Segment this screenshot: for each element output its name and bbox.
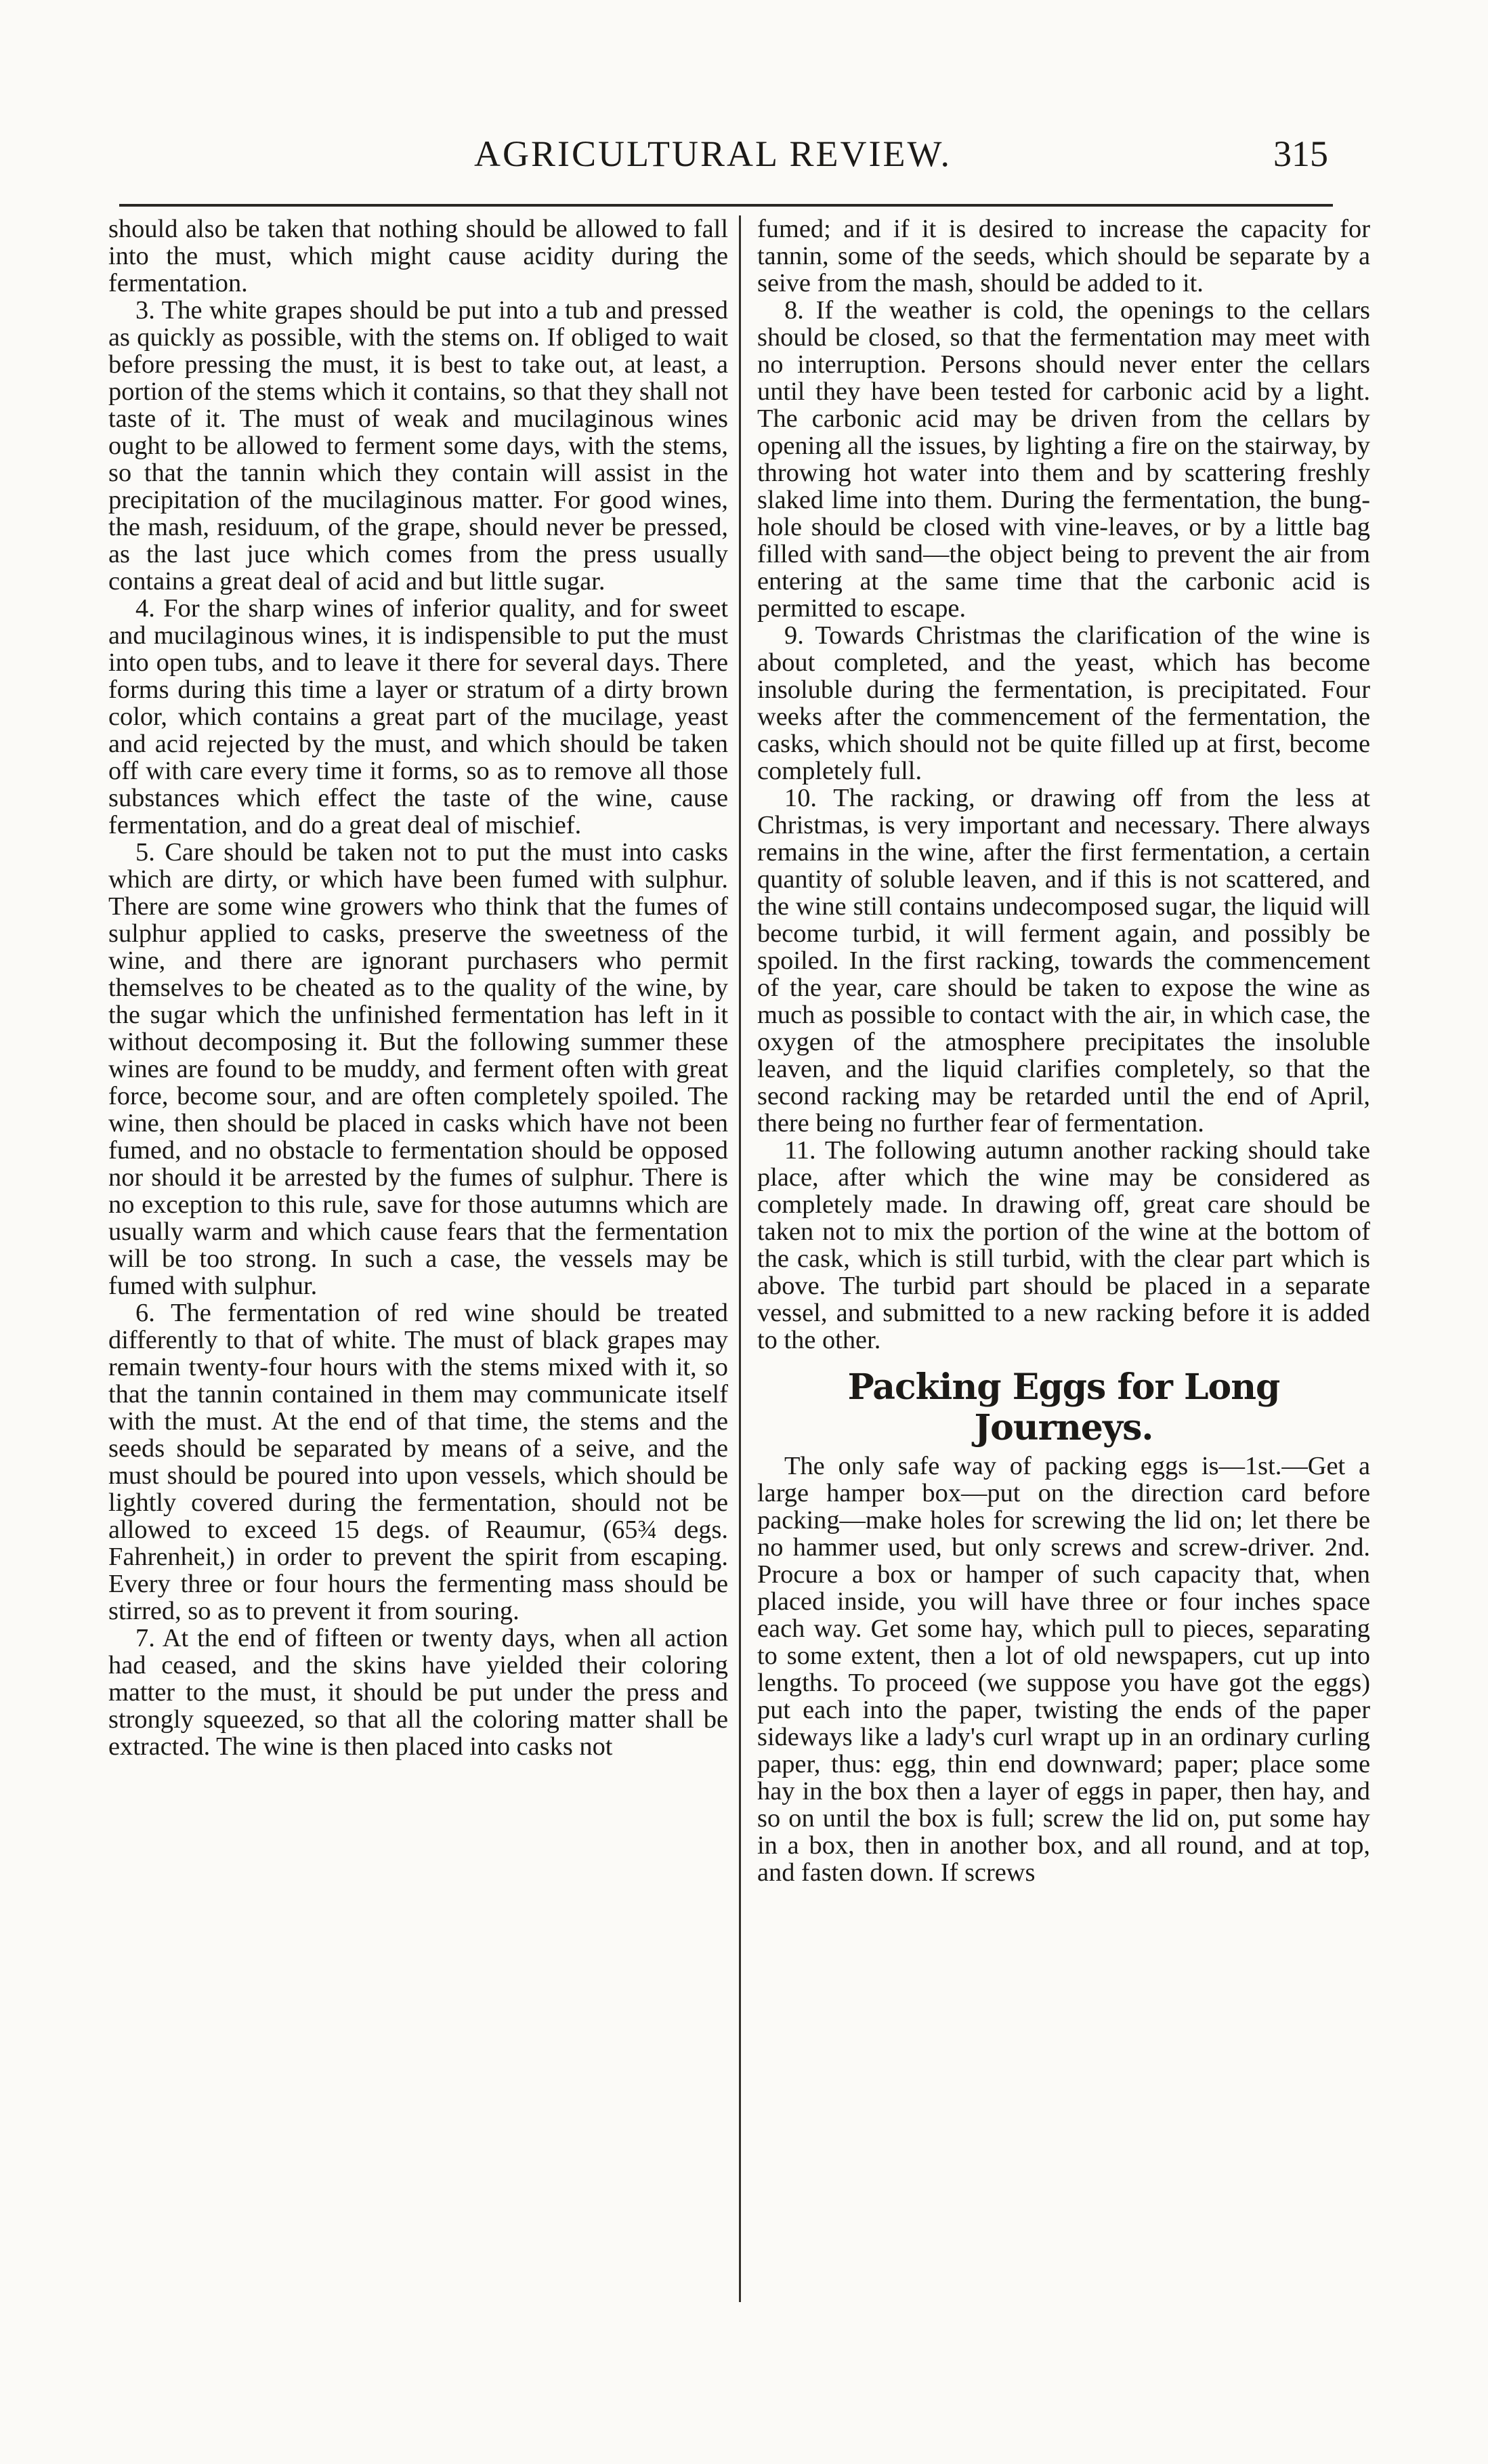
header-rule xyxy=(119,204,1333,207)
column-divider xyxy=(739,215,741,2302)
paragraph-item-6: 6. The fermentation of red wine should be treated differently to that of white. The must of black grapes may remain twenty-four hours with the stems mixed with it, so that the tannin contained in them may communicate itself with the must. At the end of that time, the stems and the seeds should be separated by means of a seive, and the must should be poured into upon vessels, which should be lightly covered during the fermentation, should not be allowed to exceed 15 degs. of Reaumur, (65¾ degs. Fahrenheit,) in order to prevent the spirit from escaping. Every three or four hours the fermenting mass should be stirred, so as to prevent it from souring. xyxy=(108,1299,728,1625)
paragraph-item-9: 9. Towards Christmas the clarification of the wine is about completed, and the yeast, which has become insoluble during the fermentation, is precipitated. Four weeks after the commencement of the fermentation, the casks, which should not be quite filled up at first, become completely full. xyxy=(757,621,1370,785)
running-title: AGRICULTURAL REVIEW. xyxy=(474,133,952,174)
paragraph-item-5: 5. Care should be taken not to put the must into casks which are dirty, or which have been fumed with sulphur. There are some wine growers who think that the fumes of sulphur applied to casks, preserve the sweetness of the wine, and there are ignorant purchasers who permit themselves to be cheated as to the quality of the wine, by the sugar which the unfinished fermentation has left in it without decomposing it. But the following summer these wines are found to be muddy, and ferment often with great force, become sour, and are often completely spoiled. The wine, then should be placed in casks which have not been fumed, and no obstacle to fermentation should be opposed nor should it be arrested by the fumes of sulphur. There is no exception to this rule, save for those autumns which are usually warm and which cause fears that the fermentation will be too strong. In such a case, the vessels may be fumed with sulphur. xyxy=(108,838,728,1300)
paragraph-item-3: 3. The white grapes should be put into a tub and pressed as quickly as possible, with the stems on. If obliged to wait before pressing the must, it is best to take out, at least, a portion of the stems which it contains, so that they shall not taste of it. The must of weak and mucilaginous wines ought to be allowed to ferment some days, with the stems, so that the tannin which they contain will assist in the precipitation of the mucilaginous matter. For good wines, the mash, residuum, of the grape, should never be pressed, as the last juce which comes from the press usually contains a great deal of acid and but little sugar. xyxy=(108,296,728,596)
paragraph-item-11: 11. The following autumn another racking should take place, after which the wine may be considered as completely made. In drawing off, great care should be taken not to mix the portion of the wine at the bottom of the cask, which is still turbid, with the clear part which is above. The turbid part should be placed in a separate vessel, and submitted to a new racking before it is added to the other. xyxy=(757,1136,1370,1354)
left-column xyxy=(108,215,728,2322)
paragraph-item-4: 4. For the sharp wines of inferior quality, and for sweet and mucilaginous wines, it is indispensible to put the must into open tubs, and to leave it there for several days. There forms during this time a layer or stratum of a dirty brown color, which contains a great part of the mucilage, yeast and acid rejected by the must, and which should be taken off with care every time it forms, so as to remove all those substances which effect the taste of the wine, cause fermentation, and do a great deal of mischief. xyxy=(108,594,728,839)
right-column xyxy=(757,215,1370,2322)
section-heading: Packing Eggs for Long Journeys. xyxy=(847,1366,1280,1448)
paragraph-item-7: 7. At the end of fifteen or twenty days, when all action had ceased, and the skins have yielded their coloring matter to the must, it should be put under the press and strongly squeezed, so that all the coloring matter shall be extracted. The wine is then placed into casks not xyxy=(108,1624,728,1761)
paragraph-continued: should also be taken that nothing should be allowed to fall into the must, which might cause acidity during the fermentation. xyxy=(108,215,728,297)
page-number: 315 xyxy=(1273,133,1328,174)
paragraph-item-10: 10. The racking, or drawing off from the less at Christmas, is very important and necessary. There always remains in the wine, after the first fermentation, a certain quantity of soluble leaven, and if this is not scattered, and the wine still contains undecomposed sugar, the liquid will become turbid, it will ferment again, and possibly be spoiled. In the first racking, towards the commencement of the year, care should be taken to expose the wine as much as possible to contact with the air, in which case, the oxygen of the atmosphere precipitates the insoluble leaven, and the liquid clarifies completely, so that the second racking may be retarded until the end of April, there being no further fear of fermentation. xyxy=(757,784,1370,1137)
paragraph-continued-right: fumed; and if it is desired to increase the capacity for tannin, some of the seeds, which should be separate by a seive from the mash, should be added to it. xyxy=(757,215,1370,297)
paragraph-item-8: 8. If the weather is cold, the openings to the cellars should be closed, so that the fermentation may meet with no interruption. Persons should never enter the cellars until they have been tested for carbonic acid by a light. The carbonic acid may be driven from the cellars by opening all the issues, by lighting a fire on the stairway, by throwing hot water into them and by scattering freshly slaked lime into them. During the fermentation, the bung-hole should be closed with vine-leaves, or by a little bag filled with sand—the object being to prevent the air from entering at the same time that the carbonic acid is permitted to escape. xyxy=(757,296,1370,623)
paragraph-packing-eggs: The only safe way of packing eggs is—1st.—Get a large hamper box—put on the direction card before packing—make holes for screwing the lid on; let there be no hammer used, but only screws and screw-driver. 2nd. Procure a box or hamper of such capacity that, when placed inside, you will have three or four inches space each way. Get some hay, which pull to pieces, separating to some extent, then a lot of old newspapers, cut up into lengths. To proceed (we suppose you have got the eggs) put each into the paper, twisting the ends of the paper sideways like a lady's curl wrapt up in an ordinary curling paper, thus: egg, thin end downward; paper; place some hay in the box then a layer of eggs in paper, then hay, and so on until the box is full; screw the lid on, put some hay in a box, then in another box, and all round, and at top, and fasten down. If screws xyxy=(757,1452,1370,1887)
